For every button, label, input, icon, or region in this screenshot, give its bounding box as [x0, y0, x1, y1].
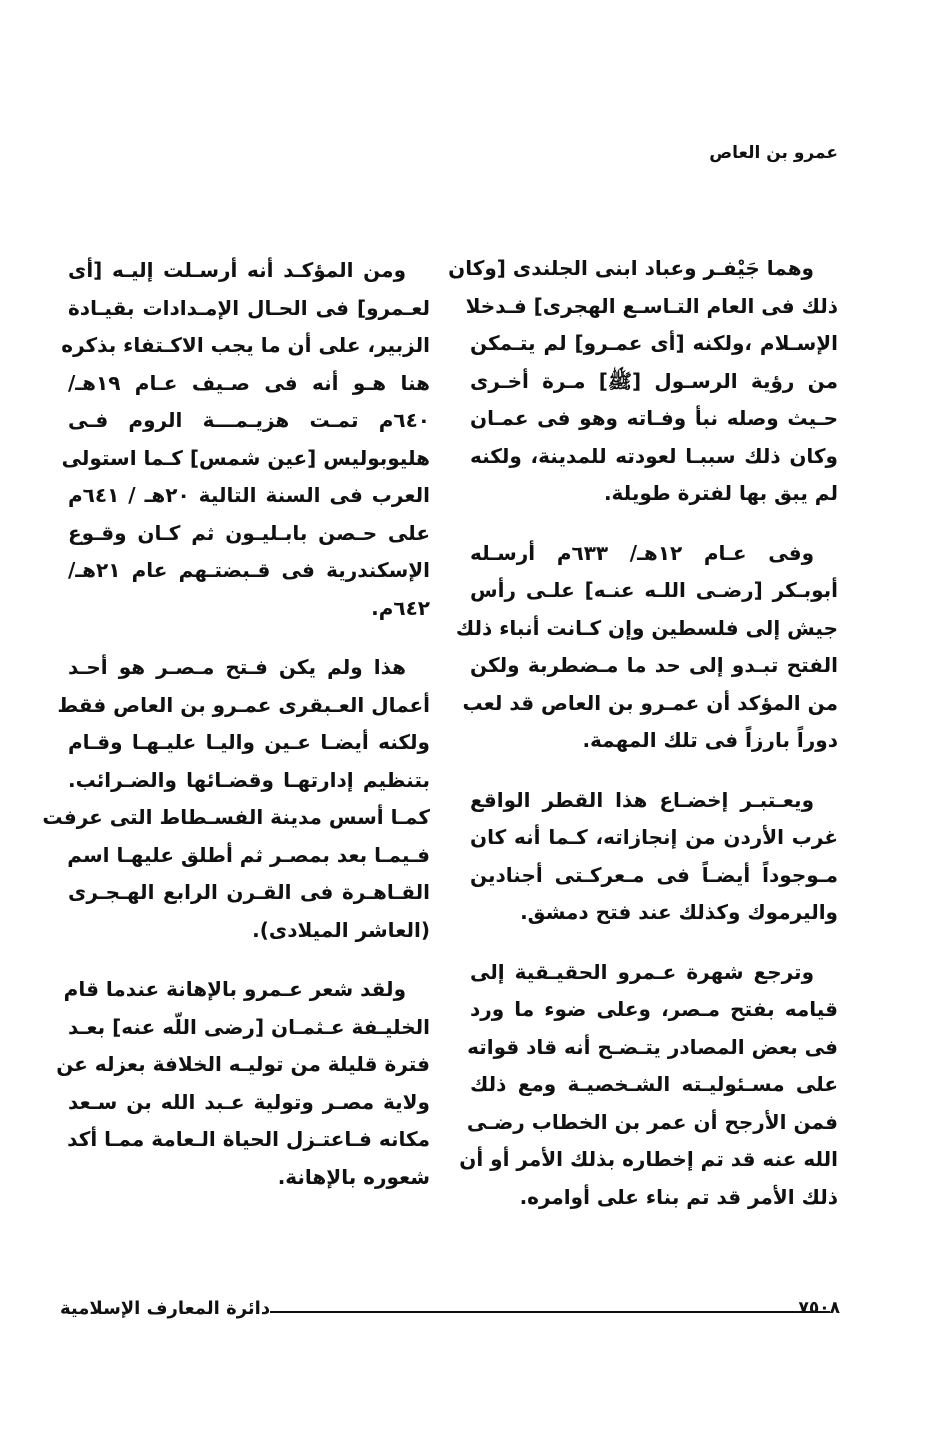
publication-title: دائرة المعارف الإسلامية — [60, 1298, 271, 1319]
text-line: الإسكندرية فى قـبضتـهم عام ٢١هـ/ — [68, 558, 430, 582]
text-line: أعمال العـبقرى عمـرو بن العاص فقط — [57, 692, 430, 717]
text-line: وترجع شهرة عـمرو الحقيـقية إلى — [470, 959, 814, 984]
text-line: من المؤكد أن عمـرو بن العاص قد لعب — [462, 690, 838, 715]
page-footer — [60, 1298, 840, 1326]
paragraph — [448, 250, 838, 513]
text-line: هذا ولم يكن فـتح مـصـر هو أحـد — [68, 655, 406, 679]
text-line: فـيمـا بعد بمصـر ثم أطلق عليهـا اسم — [67, 842, 430, 867]
text-line: جيش إلى فلسطين وإن كـانت أنباء ذلك — [455, 615, 838, 640]
text-line: بتنظيم إدارتهـا وقضـائها والضـرائب. — [68, 767, 430, 792]
paragraph — [459, 954, 838, 1217]
text-line: وكان ذلك سببـا لعودته للمدينة، ولكنه — [470, 443, 838, 468]
paragraph — [56, 971, 430, 1196]
paragraph — [61, 252, 431, 627]
page-number: ٧٥٠٨ — [798, 1298, 840, 1318]
text-line: مكانه فـاعتـزل الحياة الـعامة ممـا أكد — [67, 1127, 430, 1151]
text-line: لم يبق بها لفترة طويلة. — [603, 481, 838, 505]
text-line: فترة قليلة من توليـه الخلافة بعزله عن — [56, 1052, 430, 1076]
text-line: العرب فى السنة التالية ٢٠هـ / ٦٤١م — [68, 483, 431, 507]
right-text-column — [448, 250, 838, 1238]
text-line: وهما جَيْفـر وعباد ابنى الجلندى [وكان — [448, 256, 814, 280]
text-line: غرب الأردن من إنجازاته، كـما أنه كان — [470, 825, 838, 849]
text-line: قيامه بفتح مـصر، وعلى ضوء ما ورد — [470, 997, 838, 1021]
text-line: وفى عـام ١٢هـ/ ٦٣٣م أرسـله — [470, 540, 814, 565]
text-line: هنا هـو أنه فى صـيف عـام ١٩هـ/ — [68, 370, 430, 395]
text-line: لعـمرو] فى الحـال الإمـدادات بقيـادة — [68, 295, 430, 320]
text-line: حـيث وصله نبأ وفـاته وهو فى عمـان — [470, 406, 838, 430]
paragraph — [455, 535, 838, 760]
text-line: ومن المؤكـد أنه أرسـلت إليـه [أى — [68, 258, 406, 282]
text-line: كمـا أسس مدينة الفسـطاط التى عرفت — [42, 805, 430, 829]
text-line: من رؤية الرسـول [ﷺ] مـرة أخـرى — [470, 368, 838, 393]
text-line: (العاشر الميلادى). — [252, 917, 430, 942]
text-line: على حـصن بابـليـون ثم كـان وقـوع — [68, 520, 430, 545]
text-line: فى بعض المصادر يتـضـح أنه قاد قواته — [467, 1034, 838, 1059]
footer-rule — [270, 1311, 830, 1313]
text-line: ولكنه أيضـا عـين واليـا عليـهـا وقـام — [68, 730, 430, 754]
text-line: ولاية مصـر وتولية عـبد الله بن سـعد — [68, 1089, 430, 1114]
text-line: ٦٤٠م تمـت هزيـمـــة الروم فـى — [68, 408, 430, 432]
text-line: أبوبـكر [رضـى اللـه عنـه] علـى رأس — [470, 578, 838, 602]
text-line: ٦٤٢م. — [371, 595, 430, 620]
text-line: الإسـلام ،ولكنه [أى عمـرو] لم يتـمكن — [470, 331, 838, 355]
text-line: الزبير، على أن ما يجب الاكـتفاء بذكره — [61, 333, 430, 357]
text-line: ذلك فى العام التـاسـع الهجرى] فـدخلا — [465, 293, 838, 318]
text-line: دوراً بارزاً فى تلك المهمة. — [582, 728, 838, 752]
paragraph — [42, 649, 430, 949]
text-line: فمن الأرجح أن عمر بن الخطاب رضـى — [466, 1109, 838, 1134]
text-line: القـاهـرة فى القـرن الرابع الهـجـرى — [68, 880, 430, 904]
text-line: الله عنه قد تم إخطاره بذلك الأمر أو أن — [459, 1147, 838, 1171]
text-line: الفتح تبـدو إلى حد ما مـضطربة ولكن — [470, 653, 838, 677]
text-line: الخليـفة عـثمـان [رضى اللّه عنه] بعـد — [68, 1014, 430, 1039]
text-line: ويعـتبـر إخضـاع هذا القطر الواقع — [470, 787, 814, 812]
text-line: ولقد شعر عـمرو بالإهانة عندما قام — [63, 977, 406, 1001]
text-line: واليرموك وكذلك عند فتح دمشق. — [520, 900, 838, 924]
text-line: هليوبوليس [عين شمس] كـما استولى — [61, 445, 430, 470]
text-line: ذلك الأمر قد تم بناء على أوامره. — [519, 1184, 838, 1209]
text-line: مـوجوداً أيضـاً فى مـعركـتى أجنادين — [470, 862, 838, 887]
running-header: عمرو بن العاص — [709, 143, 838, 163]
text-line: شعوره بالإهانة. — [277, 1164, 430, 1189]
text-line: على مسـئوليـته الشـخصيـة ومع ذلك — [470, 1072, 838, 1096]
left-text-column — [42, 252, 431, 1218]
paragraph — [470, 782, 838, 932]
